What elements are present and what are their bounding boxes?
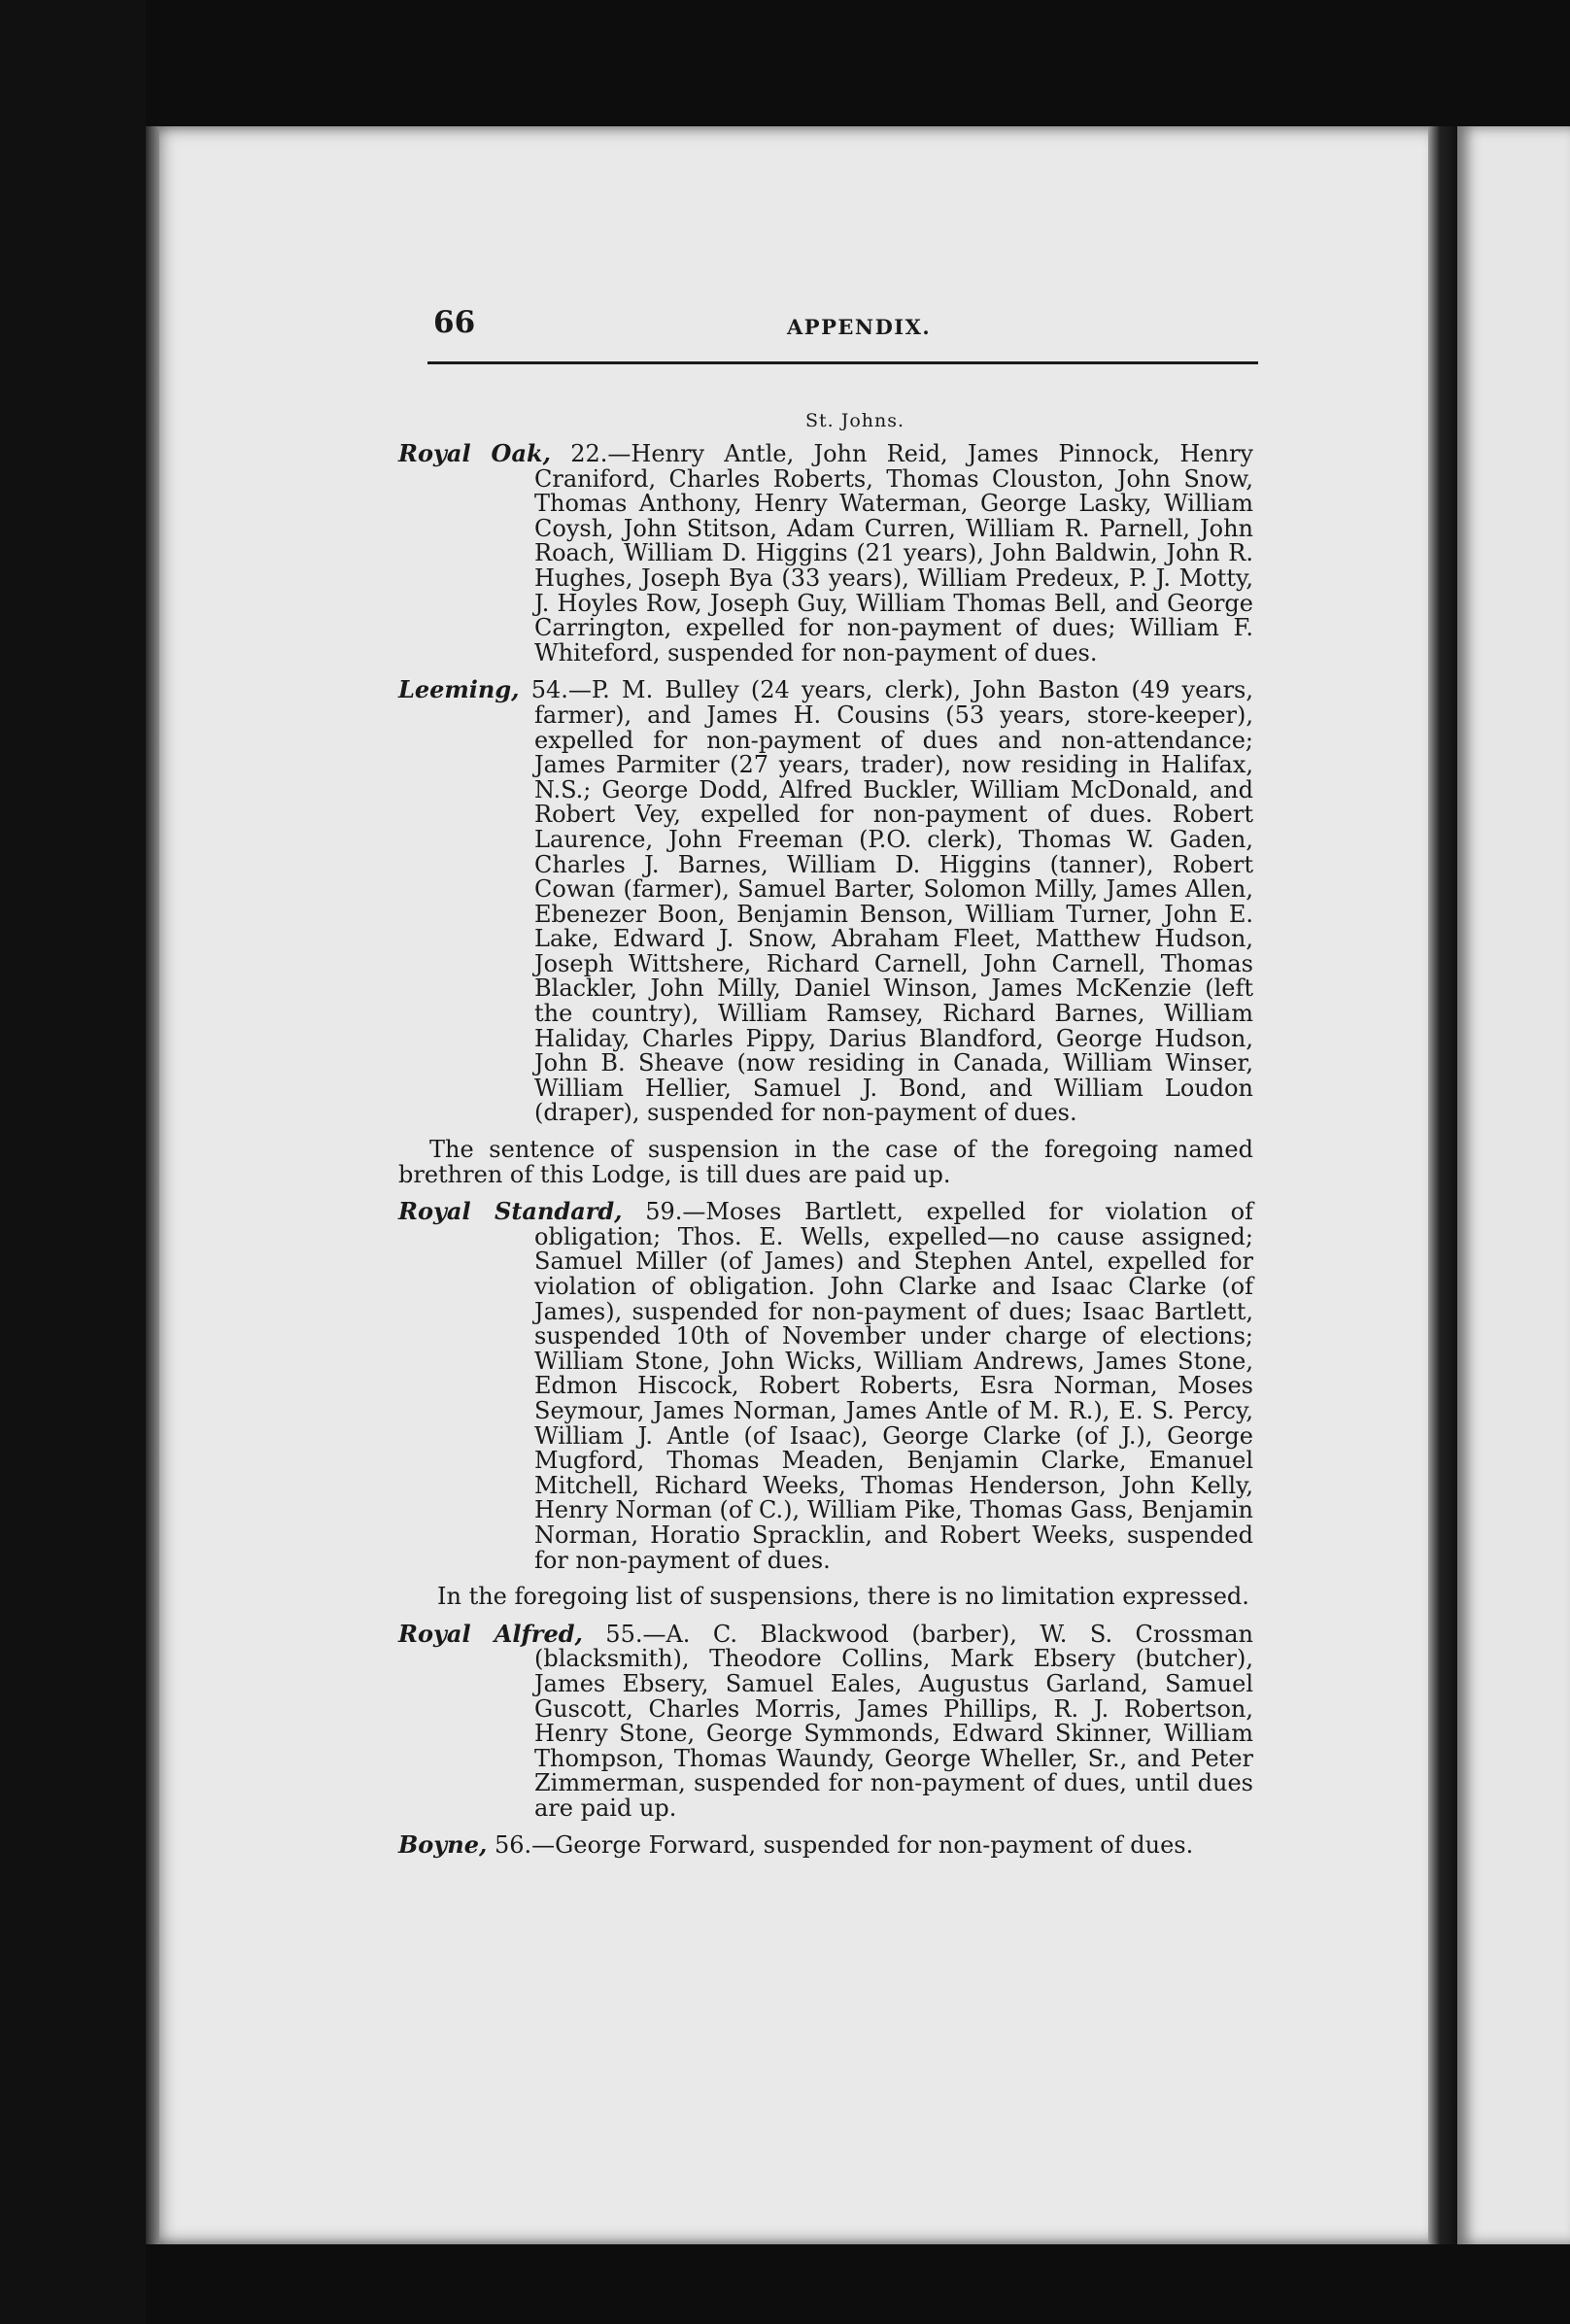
entry-text: 56.—George Forward, suspended for non-payment of dues. (487, 1831, 1194, 1860)
page-header (398, 291, 1253, 359)
facing-page-edge (1457, 126, 1570, 2244)
page-edge-shadow (146, 126, 159, 2244)
entry-text: 22.—Henry Antle, John Reid, James Pinnock, Henry Craniford, Charles Roberts, Thomas Clouston, John Snow, Thomas Anthony, Henry Waterman, George Lasky, William Coysh, John Stitson, Adam Curren, William R. Parnell, John Roach, William D. Higgins (21 years), John Baldwin, John R. Hughes, Joseph Bya (33 years), William Predeux, P. J. Motty, J. Hoyles Row, Joseph Guy, William Thomas Bell, and George Carrington, expelled for non-payment of dues; William F. Whiteford, suspended for non-payment of dues. (534, 440, 1253, 666)
lodge-entry-boyne (398, 1832, 1253, 1859)
lodge-entry-royal-standard (398, 1199, 1253, 1573)
lodge-name: Leeming, (398, 675, 520, 704)
lodge-entry-royal-oak (398, 441, 1253, 666)
page-number: 66 (433, 305, 476, 340)
entry-text: 59.—Moses Bartlett, expelled for violation of obligation; Thos. E. Wells, expelled—no cause assigned; Samuel Miller (of James) and Stephen Antel, expelled for violation of obligation. John Clarke and Isaac Clarke (of James), suspended for non-payment of dues; Isaac Bartlett, suspended 10th of November under charge of elections; William Stone, John Wicks, William Andrews, James Stone, Edmon Hiscock, Robert Roberts, Esra Norman, Moses Seymour, James Norman, James Antle of M. R.), E. S. Percy, William J. Antle (of Isaac), George Clarke (of J.), George Mugford, Thomas Meaden, Benjamin Clarke, Emanuel Mitchell, Richard Weeks, Thomas Henderson, John Kelly, Henry Norman (of C.), William Pike, Thomas Gass, Benjamin Norman, Horatio Spracklin, and Robert Weeks, suspended for non-payment of dues. (534, 1198, 1253, 1574)
book-gutter (1428, 126, 1457, 2244)
lodge-name: Royal Alfred, (398, 1619, 583, 1648)
lodge-name: Boyne, (398, 1830, 488, 1860)
running-head: APPENDIX. (787, 315, 932, 339)
section-title: St. Johns. (804, 410, 905, 431)
header-rule (427, 361, 1258, 364)
limitation-note: In the foregoing list of suspensions, there is no limitation expressed. (437, 1583, 1249, 1611)
lodge-entry-leeming (398, 677, 1253, 1126)
entry-text: 54.—P. M. Bulley (24 years, clerk), John Baston (49 years, farmer), and James H. Cousins (53 years, store-keeper), expelled for non-payment of dues and non-attendance; James Parmiter (27 years, trader), now residing in Halifax, N.S.; George Dodd, Alfred Buckler, William McDonald, and Robert Vey, expelled for non-payment of dues. Robert Laurence, John Freeman (P.O. clerk), Thomas W. Gaden, Charles J. Barnes, William D. Higgins (tanner), Robert Cowan (farmer), Samuel Barter, Solomon Milly, James Allen, Ebenezer Boon, Benjamin Benson, William Turner, John E. Lake, Edward J. Snow, Abraham Fleet, Matthew Hudson, Joseph Wittshere, Richard Carnell, John Carnell, Thomas Blackler, John Milly, Daniel Winson, James McKenzie (left the country), William Ramsey, Richard Barnes, William Haliday, Charles Pippy, Darius Blandford, George Hudson, John B. Sheave (now residing in Canada, William Winser, William Hellier, Samuel J. Bond, and William Loudon (draper), suspended for non-payment of dues. (519, 676, 1253, 1127)
lodge-name: Royal Oak, (398, 439, 551, 467)
suspension-note: The sentence of suspension in the case of the foregoing named brethren of this Lodge, is till dues are paid up. (398, 1136, 1253, 1188)
lodge-entry-royal-alfred (398, 1619, 1253, 1822)
scan-border (0, 0, 146, 2324)
entry-text: 55.—A. C. Blackwood (barber), W. S. Crossman (blacksmith), Theodore Collins, Mark Ebsery (butcher), James Ebsery, Samuel Eales, Augustus Garland, Samuel Guscott, Charles Morris, James Phillips, R. J. Robertson, Henry Stone, George Symmonds, Edward Skinner, William Thompson, Thomas Waundy, George Wheller, Sr., and Peter Zimmerman, suspended for non-payment of dues, until dues are paid up. (534, 1620, 1253, 1822)
page-content (398, 291, 1253, 1870)
lodge-name: Royal Standard, (398, 1197, 623, 1226)
